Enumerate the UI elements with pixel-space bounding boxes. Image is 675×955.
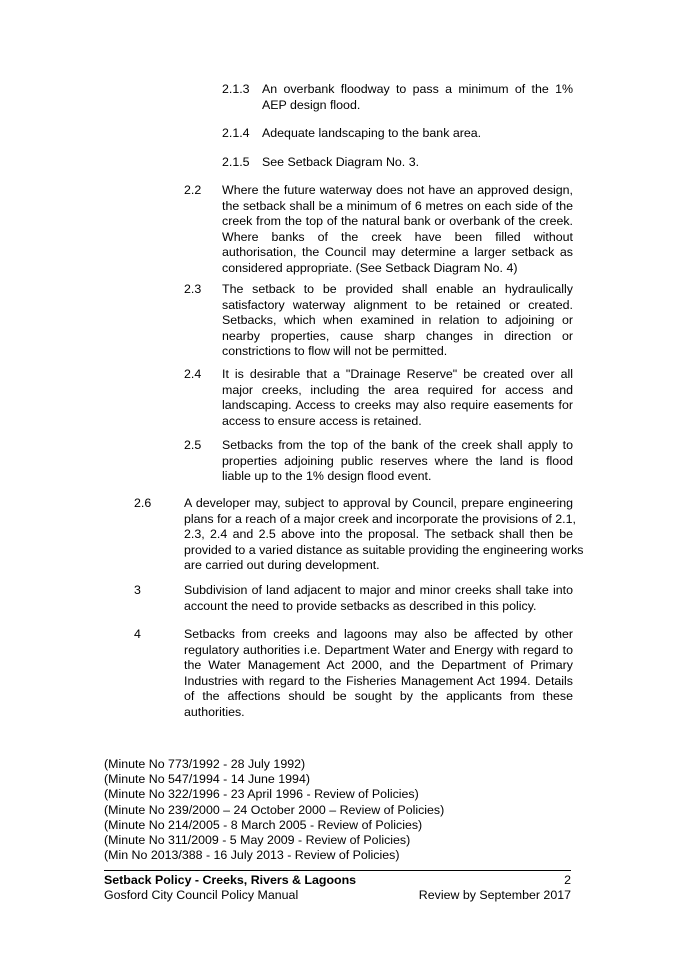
text-line: plans for a reach of a major creek and incorporate the provisions of 2.1, [184,511,576,526]
clause-number: 2.1.3 [222,82,250,96]
text-line: access to ensure access is retained. [222,413,422,428]
text-line: Setbacks from the top of the bank of the creek shall apply to [222,438,573,452]
clause-text [222,367,573,429]
text-line: account the need to provide setbacks as described in this policy. [184,598,537,613]
clause-text [222,282,573,360]
text-line: landscaping. Access to creeks may also require easements for [222,398,573,413]
clause-number: 2.3 [184,282,202,296]
text-line: are carried out during development. [184,558,380,573]
text-line: provided to a varied distance as suitable providing the engineering works [184,542,584,557]
text-line: Where banks of the creek have been filled without [222,229,573,244]
text-line: of the affections should be sought by the applicants from these [184,689,573,704]
text-line: Setbacks, which when examined in relation to adjoining or [222,313,573,328]
clause-number: 3 [134,583,141,597]
clause-text [262,155,573,171]
footer-title: Setback Policy - Creeks, Rivers & Lagoons [104,873,357,887]
footer-title-row [104,873,571,887]
footer-divider [104,870,571,871]
text-line: It is desirable that a "Drainage Reserve" be created over all [222,367,573,381]
history-entry: (Minute No 773/1992 - 28 July 1992) [104,757,306,771]
history-entry: (Min No 2013/388 - 16 July 2013 - Review of Policies) [104,848,400,863]
clause-number: 2.6 [134,496,152,510]
text-line: major creeks, including the area required for access and [222,382,573,397]
text-line: nearby properties, cause sharp changes in direction or [222,328,573,343]
text-line: liable up to the 1% design flood event. [222,469,432,484]
text-line: authorities. [184,704,245,719]
text-line: authorisation, the Council may determine a larger setback as [222,245,573,260]
text-line: See Setback Diagram No. 3. [262,155,420,169]
clause-text [262,82,573,113]
clause-text [184,496,584,574]
clause-text [222,438,573,485]
clause-text [184,583,573,614]
clause-number: 2.2 [184,183,202,197]
history-entry: (Minute No 311/2009 - 5 May 2009 - Review of Policies) [104,833,411,848]
text-line: Subdivision of land adjacent to major and minor creeks shall take into [184,583,573,597]
history-entry: (Minute No 214/2005 - 8 March 2005 - Review of Policies) [104,817,423,832]
text-line: Industries with regard to the Fisheries Management Act 1994. Details [184,673,573,688]
text-line: An overbank floodway to pass a minimum of the 1% [262,82,573,96]
text-line: Adequate landscaping to the bank area. [262,126,482,140]
text-line: constrictions to flow will not be permitted. [222,344,448,359]
clause-number: 2.1.4 [222,126,250,140]
text-line: the Water Management Act 2000, and the Department of Primary [184,658,573,673]
page-number: 2 [564,873,571,887]
text-line: 2.3, 2.4 and 2.5 above into the proposal. The setback shall then be [184,527,573,542]
footer-info-row [104,888,571,902]
text-line: Setbacks from creeks and lagoons may also be affected by other [184,627,573,641]
text-line: creek from the top of the natural bank or overbank of the creek. [222,214,573,229]
text-line: the setback shall be a minimum of 6 metres on each side of the [222,198,573,213]
clause-number: 2.4 [184,367,202,381]
text-line: A developer may, subject to approval by Council, prepare engineering [184,496,573,510]
text-line: properties adjoining public reserves where the land is flood [222,453,573,468]
clause-number: 2.5 [184,438,202,452]
clause-text [262,126,573,142]
history-entry: (Minute No 547/1994 - 14 June 1994) [104,772,310,787]
text-line: considered appropriate. (See Setback Diagram No. 4) [222,260,518,275]
footer-manual: Gosford City Council Policy Manual [104,888,299,902]
footer-review: Review by September 2017 [418,888,571,902]
text-line: Where the future waterway does not have an approved design, [222,183,573,197]
text-line: The setback to be provided shall enable an hydraulically [222,282,573,296]
clause-text [222,183,573,277]
clause-number: 2.1.5 [222,155,250,169]
text-line: AEP design flood. [262,97,361,112]
text-line: satisfactory waterway alignment to be retained or created. [222,297,573,312]
text-line: regulatory authorities i.e. Department Water and Energy with regard to [184,642,573,657]
minute-history [104,757,444,863]
history-entry: (Minute No 322/1996 - 23 April 1996 - Review of Policies) [104,787,419,802]
history-entry: (Minute No 239/2000 – 24 October 2000 – Review of Policies) [104,802,445,817]
clause-number: 4 [134,627,141,641]
clause-text [184,627,573,721]
